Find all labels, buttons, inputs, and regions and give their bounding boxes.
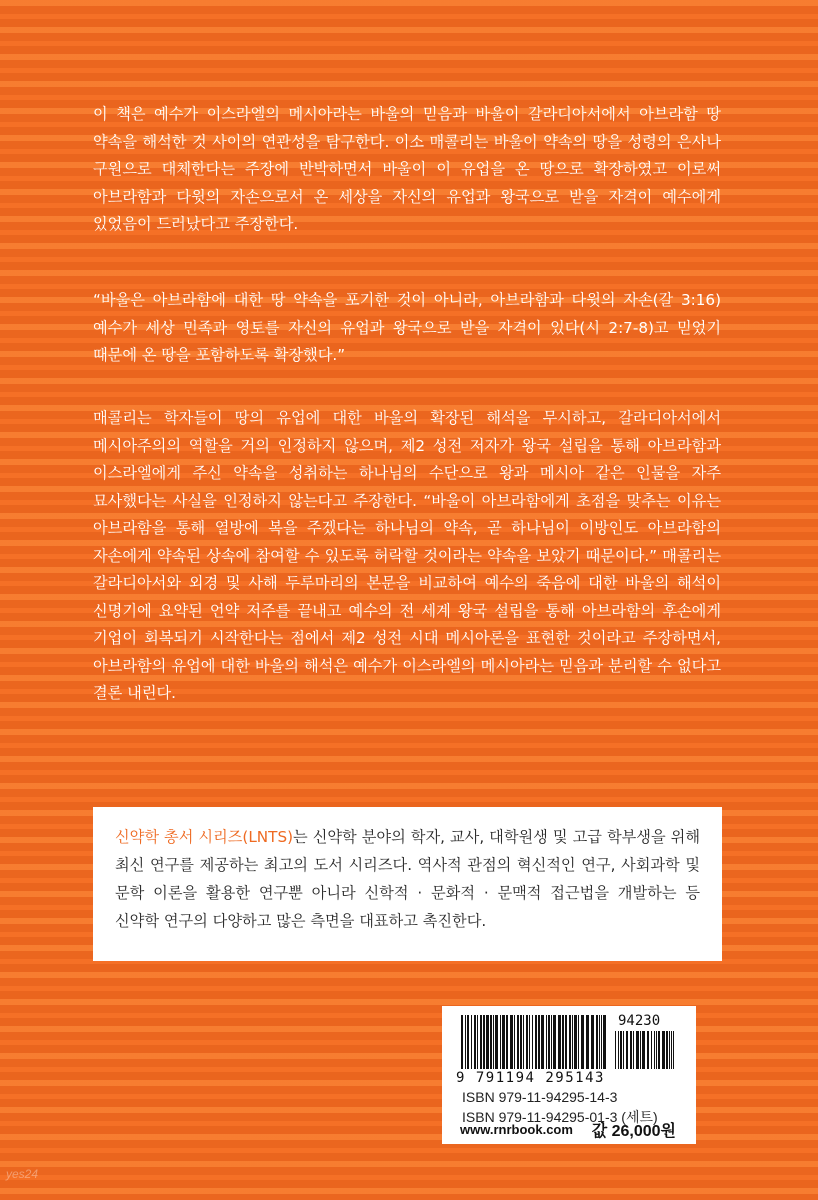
quote-paragraph: “바울은 아브라함에 대한 땅 약속을 포기한 것이 아니라, 아브라함과 다윗의 자손(갈 3:16) 예수가 세상 민족과 영토를 자신의 유업과 왕국으로 받을 자격이 있다(시 2:7-8)고 믿었기 때문에 온 땅을 포함하도록 확장했다.” xyxy=(93,291,721,364)
watermark-logo: yes24 xyxy=(6,1167,39,1181)
series-description xyxy=(115,823,700,935)
isbn-number: ISBN 979-11-94295-14-3 xyxy=(462,1089,618,1105)
description-paragraph-3: 매콜리는 학자들이 땅의 유업에 대한 바울의 확장된 해석을 무시하고, 갈라디아서에서 메시아주의의 역할을 거의 인정하지 않으며, 제2 성전 저자가 왕국 설립을 통해 아브라함과 이스라엘에게 주신 약속을 성취하는 하나님의 수단으로 왕과 메시아 같은 인물을 자주 묘사했다는 사실을 인정하지 않는다고 주장한다. “바울이 아브라함에게 초점을 맞추는 이유는 아브라함을 통해 열방에 복을 주겠다는 하나님의 약속, 곧 하나님이 이방인도 아브라함의 자손에게 약속된 상속에 참여할 수 있도록 허락할 것이라는 약속을 보았기 때문이다.” 매콜리는 갈라디아서와 외경 및 사해 두루마리의 본문을 비교하여 예수의 죽음에 대한 바울의 해석이 신명기에 요약된 언약 저주를 끝내고 예수의 전 세계 왕국 설립을 통해 아브라함의 후손에게 기업이 회복되기 시작한다는 점에서 제2 성전 시대 메시아론을 표현한 것이라고 주장하면서, 아브라함의 유업에 대한 바울의 해석은 예수가 이스라엘의 메시아라는 믿음과 분리할 수 없다고 결론 내린다. xyxy=(93,409,721,702)
barcode-digits: 9 791194 295143 xyxy=(456,1070,605,1086)
series-text: 는 신약학 분야의 학자, 교사, 대학원생 및 고급 학부생을 위해 최신 연구를 제공하는 최고의 도서 시리즈다. 역사적 관점의 혁신적인 연구, 사회과학 및 문학 이론을 활용한 연구뿐 아니라 신학적 · 문화적 · 문맥적 접근법을 개발하는 등 신약학 연구의 다양하고 많은 측면을 대표하고 촉진한다. xyxy=(115,828,700,930)
price-label: 값 26,000원 xyxy=(591,1123,676,1140)
publisher-website: www.rnrbook.com xyxy=(460,1122,573,1137)
series-name: 신약학 총서 시리즈(LNTS) xyxy=(115,828,294,846)
barcode-addon-number: 94230 xyxy=(618,1013,661,1029)
description-paragraph-1: 이 책은 예수가 이스라엘의 메시아라는 바울의 믿음과 바울이 갈라디아서에서 아브라함 땅 약속을 해석한 것 사이의 연관성을 탐구한다. 이소 매콜리는 바울이 약속의 땅을 성령의 은사나 구원으로 대체한다는 주장에 반박하면서 바울이 이 유업을 온 땅으로 확장하였고 이로써 아브라함과 다윗의 자손으로서 온 세상을 자신의 유업과 왕국으로 받을 자격이 예수에게 있었음이 드러났다고 주장한다. xyxy=(93,105,721,233)
series-info-box xyxy=(93,807,722,961)
barcode-label xyxy=(442,1006,696,1144)
isbn-set-number: ISBN 979-11-94295-01-3 (세트) xyxy=(462,1109,658,1125)
